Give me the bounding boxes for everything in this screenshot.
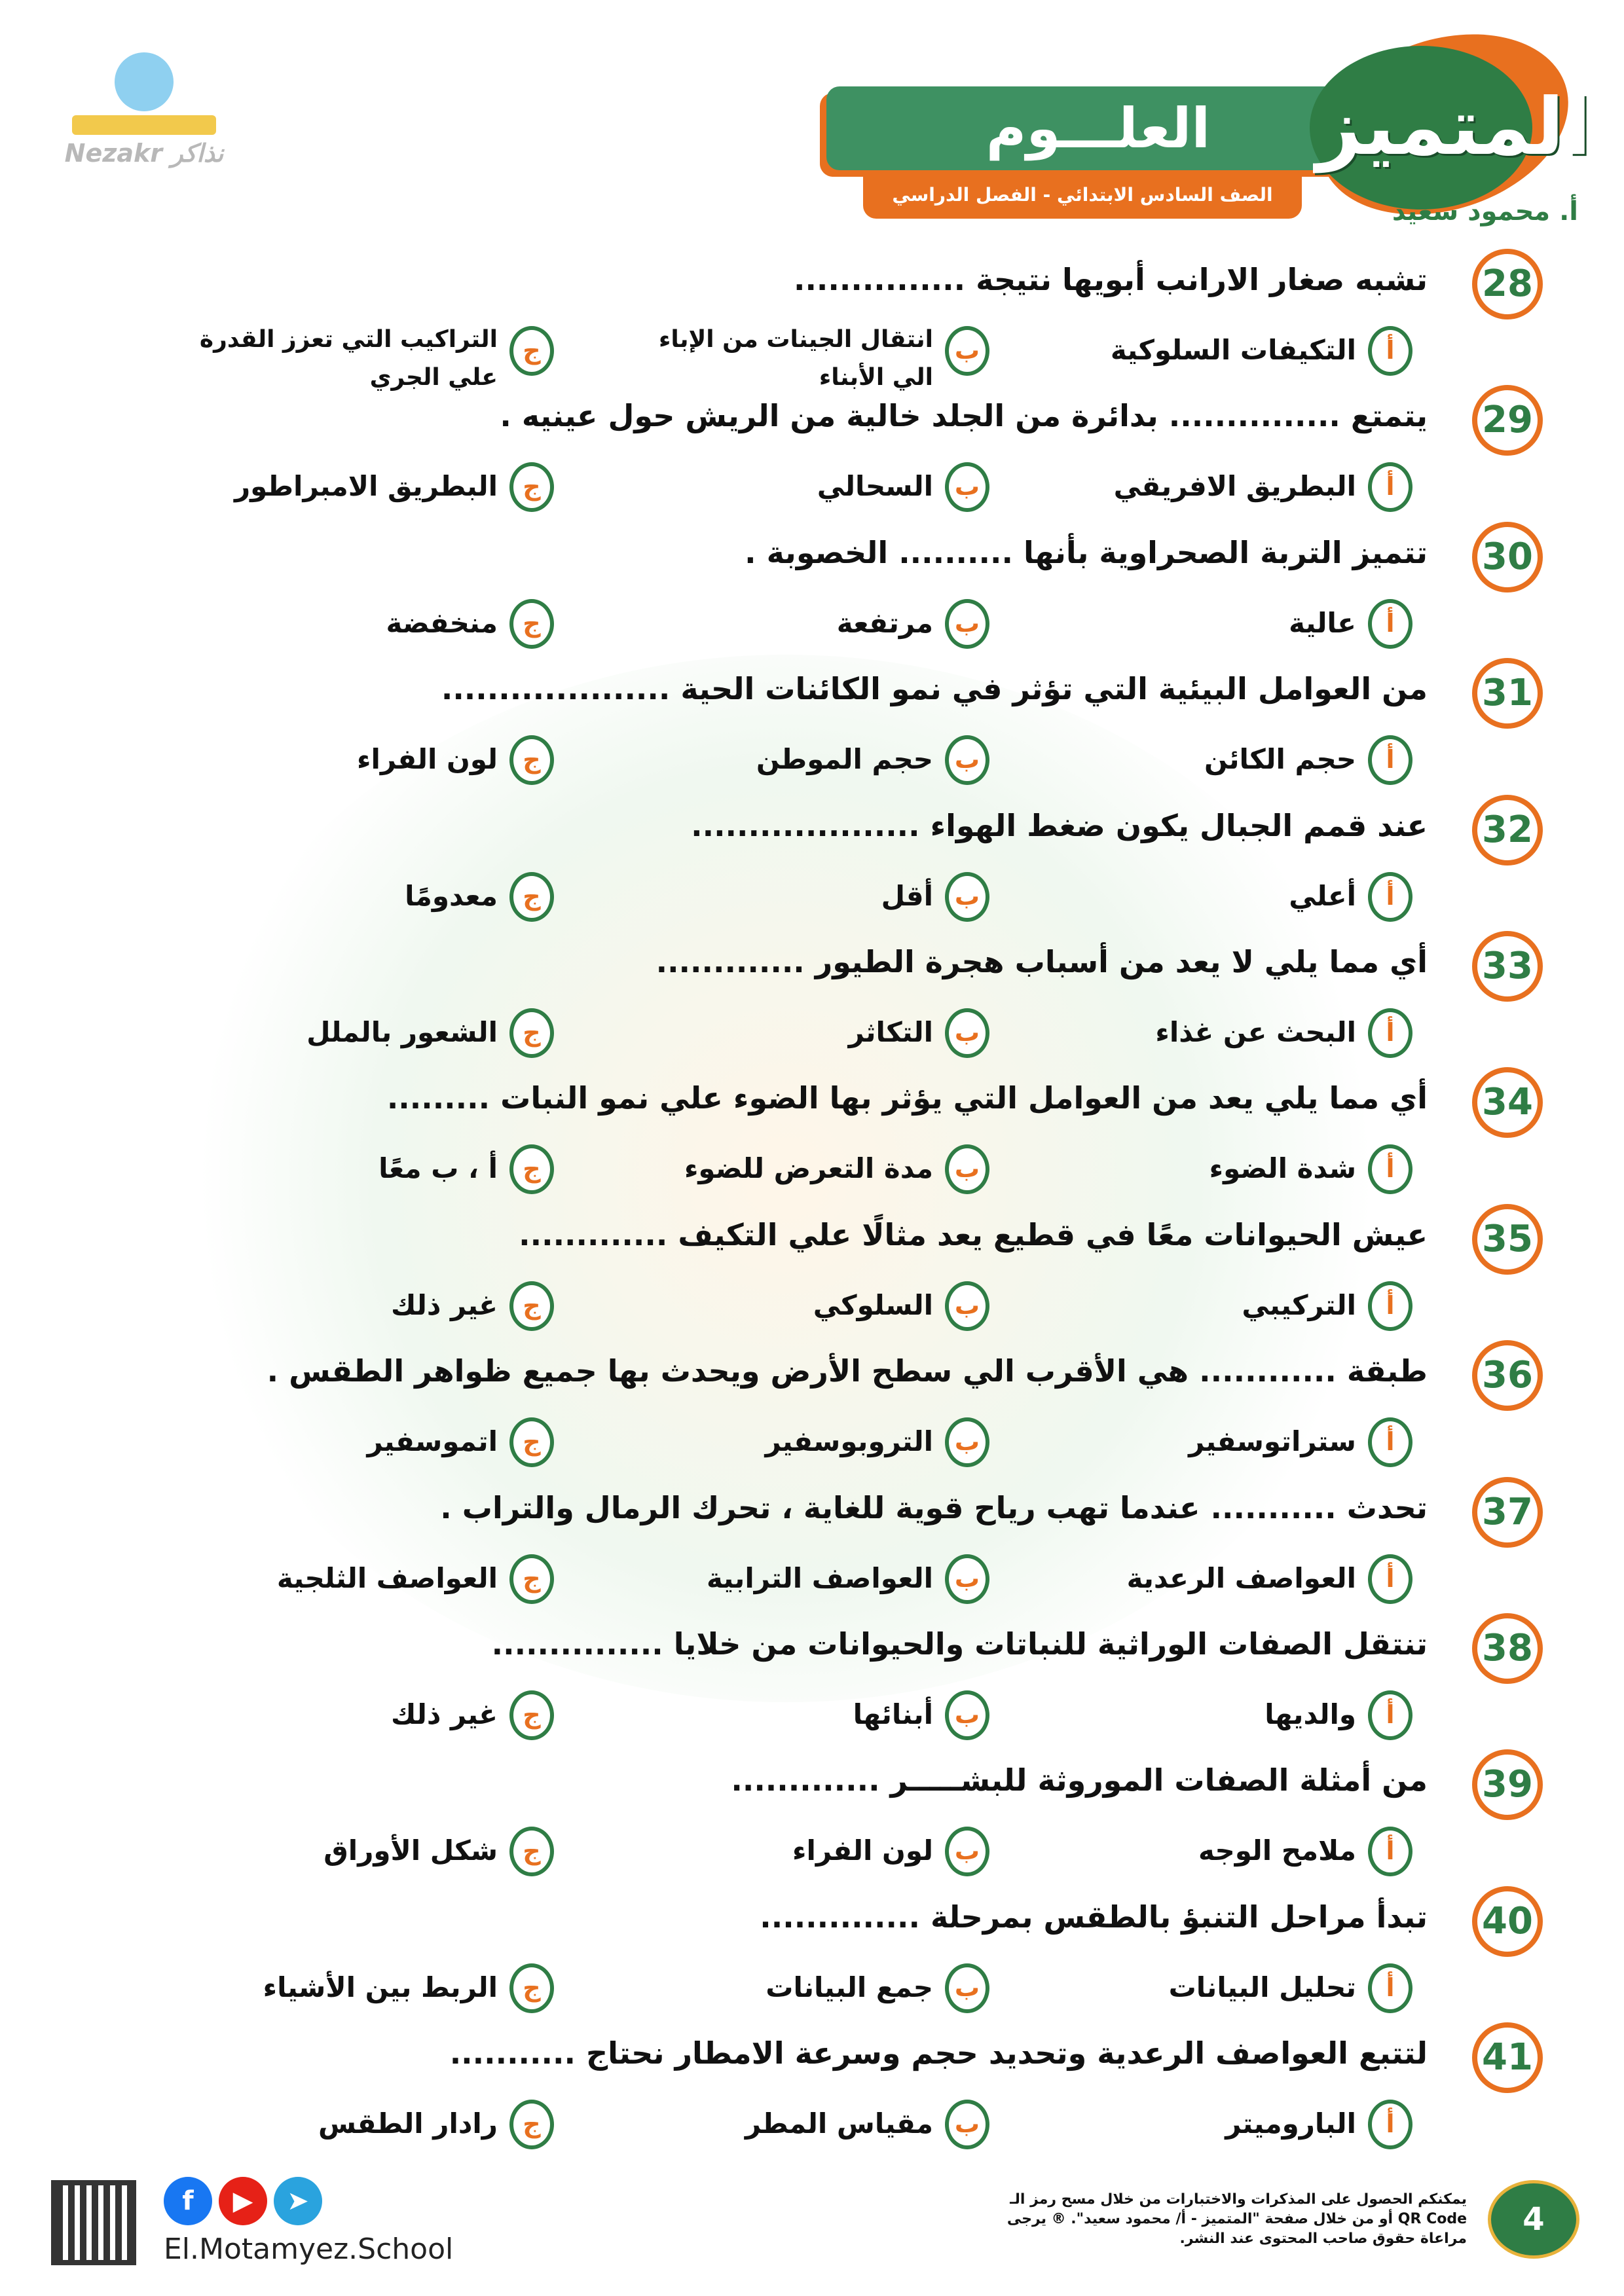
option-letter-badge: ب [945,462,989,512]
option-letter-badge: ج [509,326,554,376]
option-letter-badge: أ [1368,1144,1412,1194]
option-letter-badge: ج [509,1417,554,1467]
option-letter-badge: ج [509,1827,554,1876]
option-letter-badge: أ [1368,1281,1412,1331]
option-text: التكيفات السلوكية [1110,334,1356,366]
page-number: 4 [1488,2180,1579,2259]
site-name: El.Motamyez.School [164,2232,454,2266]
option-text: مقياس المطر [745,2107,933,2140]
question-number: 28 [1472,249,1543,319]
option-text: لون الفراء [357,743,498,776]
option-letter-badge: ب [945,599,989,649]
option-text: السلوكي [813,1288,933,1321]
question-text: طبقة ............ هي الأقرب الي سطح الأرض ويحدث بها جميع ظواهر الطقس . [267,1353,1428,1389]
qr-code[interactable] [51,2180,136,2265]
option-letter-badge: أ [1368,326,1412,376]
option-letter-badge: أ [1368,599,1412,649]
option-letter-badge: ب [945,1690,989,1740]
question-number: 39 [1472,1749,1543,1820]
subject-title: العلـــوم [986,96,1211,160]
option-text: أ ، ب معًا [378,1152,498,1185]
option-text: انتقال الجينات من الإباء الي الأبناء [659,326,933,391]
nezakr-logo [52,52,236,183]
motamyez-logo: المتميز [1316,82,1591,173]
option-text: حجم الموطن [756,743,933,776]
question-number: 41 [1472,2022,1543,2093]
question-text: تحدث ........... عندما تهب رياح قوية للغاية ، تحرك الرمال والتراب . [440,1489,1428,1525]
option-text: الربط بين الأشياء [263,1971,498,2003]
option-text: منخفضة [386,606,498,639]
option-text: شكل الأوراق [323,1834,498,1867]
option-text: العواصف الثلجية [276,1561,498,1594]
option-text: الباروميتر [1225,2107,1356,2140]
option-text: البحث عن غذاء [1155,1016,1356,1048]
option-text: شدة الضوء [1209,1152,1356,1185]
option-letter-badge: ب [945,872,989,922]
option-letter-badge: أ [1368,1008,1412,1058]
option-text: جمع البيانات [766,1971,933,2003]
question-item [0,807,1624,960]
option-text: والديها [1264,1698,1356,1730]
question-number: 29 [1472,385,1543,456]
option-text: التركيبي [1242,1288,1356,1321]
option-letter-badge: ب [945,1281,989,1331]
option-letter-badge: ج [509,462,554,512]
option-text: غير ذلك [390,1288,498,1321]
question-number: 33 [1472,931,1543,1002]
question-number: 30 [1472,522,1543,592]
option-text: معدومًا [405,879,498,912]
question-item [0,1080,1624,1232]
question-text: أي مما يلي لا يعد من أسباب هجرة الطيور ............. [655,944,1428,979]
option-text: ستراتوسفير [1189,1425,1356,1458]
graduation-cap-icon [115,52,174,111]
youtube-icon[interactable]: ▶ [219,2177,267,2225]
question-number: 40 [1472,1886,1543,1957]
option-text: العواصف الرعدية [1126,1561,1356,1594]
option-letter-badge: أ [1368,872,1412,922]
question-item [0,1899,1624,2051]
question-item [0,1216,1624,1369]
option-text: التروبوسفير [765,1425,933,1458]
option-text: أبنائها [853,1698,933,1730]
question-text: من أمثلة الصفات الموروثة للبشـــــر ............. [731,1762,1428,1798]
option-letter-badge: أ [1368,1690,1412,1740]
option-letter-badge: أ [1368,462,1412,512]
social-links [164,2177,329,2225]
question-item [0,534,1624,687]
option-letter-badge: ب [945,1827,989,1876]
author-name: أ. محمود سعيد [1392,196,1578,227]
question-number: 38 [1472,1613,1543,1684]
option-letter-badge: أ [1368,1417,1412,1467]
option-letter-badge: ب [945,1963,989,2013]
footer-note: يمكنكم الحصول على المذكرات والاختبارات من خلال مسح رمز الـ QR Code أو من خلال صفحة "المتميز - أ/ محمود سعيد". ® يرجى مراعاة حقوق صاحب المحتوى عند النشر. [1006,2191,1467,2247]
question-item [0,671,1624,823]
question-number: 37 [1472,1477,1543,1548]
option-letter-badge: ج [509,1963,554,2013]
question-text: تبدأ مراحل التنبؤ بالطقس بمرحلة .............. [760,1899,1428,1935]
option-letter-badge: ج [509,1008,554,1058]
option-letter-badge: ب [945,326,989,376]
book-icon [72,115,216,135]
option-letter-badge: ب [945,1417,989,1467]
option-letter-badge: أ [1368,1963,1412,2013]
question-item [0,262,1624,414]
question-text: أي مما يلي يعد من العوامل التي يؤثر بها الضوء علي نمو النبات ......... [386,1080,1428,1116]
option-letter-badge: أ [1368,735,1412,785]
question-item [0,1762,1624,1914]
option-letter-badge: ج [509,2100,554,2149]
question-text: لتتبع العواصف الرعدية وتحديد حجم وسرعة الامطار نحتاج ........... [449,2035,1428,2071]
option-text: البطريق الافريقي [1113,470,1356,503]
option-text: ملامح الوجه [1198,1834,1356,1867]
question-text: تشبه صغار الارانب أبويها نتيجة ............... [793,262,1428,297]
question-item [0,2035,1624,2187]
option-text: التكاثر [848,1016,933,1048]
facebook-icon[interactable]: f [164,2177,212,2225]
question-number: 34 [1472,1067,1543,1138]
option-text: مدة التعرض للضوء [684,1152,933,1185]
option-letter-badge: ج [509,1690,554,1740]
option-text: الشعور بالملل [306,1016,498,1048]
option-letter-badge: ب [945,735,989,785]
question-item [0,398,1624,550]
option-text: التراكيب التي تعزز القدرة علي الجري [199,326,498,391]
option-letter-badge: أ [1368,1554,1412,1604]
option-text: اتموسفير [367,1425,498,1458]
option-letter-badge: ب [945,1008,989,1058]
option-text: مرتفعة [836,606,933,639]
question-number: 31 [1472,658,1543,729]
option-letter-badge: ب [945,2100,989,2149]
question-text: عند قمم الجبال يكون ضغط الهواء .................... [691,807,1428,843]
option-letter-badge: ب [945,1144,989,1194]
option-letter-badge: أ [1368,2100,1412,2149]
question-number: 36 [1472,1340,1543,1411]
grade-subtitle: الصف السادس الابتدائي - الفصل الدراسي الثاني [863,172,1302,219]
option-text: البطريق الامبراطور [234,470,498,503]
question-item [0,1489,1624,1642]
option-text: غير ذلك [390,1698,498,1730]
question-text: من العوامل البيئية التي تؤثر في نمو الكائنات الحية .................... [441,671,1428,707]
option-letter-badge: ج [509,872,554,922]
option-text: رادار الطقس [318,2107,498,2140]
option-text: تحليل البيانات [1168,1971,1356,2003]
option-text: العواصف الترابية [706,1561,933,1594]
option-letter-badge: ج [509,735,554,785]
option-letter-badge: ب [945,1554,989,1604]
option-letter-badge: ج [509,1144,554,1194]
option-letter-badge: ج [509,1281,554,1331]
option-text: حجم الكائن [1204,743,1356,776]
question-item [0,944,1624,1096]
nezakr-label: Nezakr نذاكر [64,139,224,168]
question-number: 35 [1472,1204,1543,1275]
question-text: عيش الحيوانات معًا في قطيع يعد مثالًا علي التكيف ............. [519,1216,1428,1252]
telegram-icon[interactable]: ➤ [274,2177,322,2225]
option-text: عالية [1289,606,1356,639]
question-text: تنتقل الصفات الوراثية للنباتات والحيوانات من خلايا ............... [491,1626,1428,1662]
option-text: أقل [881,879,933,912]
option-letter-badge: ج [509,1554,554,1604]
question-text: تتميز التربة الصحراوية بأنها .......... الخصوبة . [745,534,1428,570]
option-text: لون الفراء [792,1834,933,1867]
option-letter-badge: ج [509,599,554,649]
question-number: 32 [1472,795,1543,866]
question-item [0,1353,1624,1505]
option-letter-badge: أ [1368,1827,1412,1876]
question-item [0,1626,1624,1778]
option-text: أعلي [1289,879,1356,912]
option-text: السحالي [817,470,933,503]
question-text: يتمتع ............... بدائرة من الجلد خالية من الريش حول عينيه . [500,398,1428,434]
